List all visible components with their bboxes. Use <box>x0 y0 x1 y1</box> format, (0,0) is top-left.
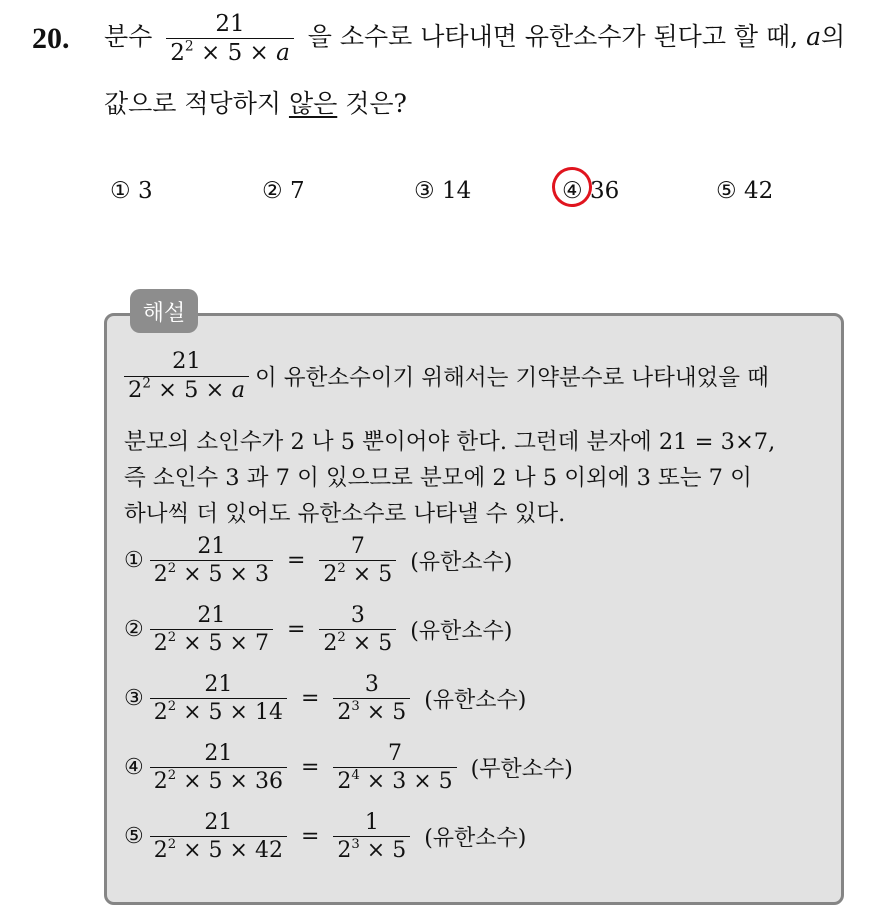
choice-value: 36 <box>589 178 620 204</box>
choice-marker: ② <box>262 178 283 204</box>
row-result: (유한소수) <box>424 826 527 852</box>
question-number: 20. <box>32 22 70 55</box>
question-fraction-numerator: 21 <box>215 11 245 37</box>
explanation-fraction-denominator: $2^2 \times 5 \times a$ <box>124 376 249 403</box>
row-left-fraction: $\frac{21}{2^2 \times 5 \times 3}$ <box>150 535 273 586</box>
choice-value: 42 <box>743 178 774 204</box>
explanation-fraction-numerator: 21 <box>172 348 201 374</box>
explanation-row-4 <box>124 742 573 793</box>
row-left-fraction: $\frac{21}{2^2 \times 5 \times 7}$ <box>150 604 273 655</box>
choice-3[interactable] <box>414 178 471 204</box>
explanation-row-1 <box>124 535 512 586</box>
explanation-tag: 해설 <box>130 289 198 333</box>
row-result: (유한소수) <box>424 688 527 714</box>
explanation-row-5 <box>124 811 526 862</box>
row-right-fraction: $\frac{3}{2^2 \times 5}$ <box>319 604 396 655</box>
question-line-1 <box>104 12 845 65</box>
row-right-fraction: $\frac{7}{2^2 \times 5}$ <box>319 535 396 586</box>
explanation-fraction <box>124 350 249 402</box>
equals-sign: = <box>286 617 306 643</box>
question-line-2 <box>104 84 407 120</box>
question-after-fraction: 을 소수로 나타내면 유한소수가 된다고 할 때, <box>307 22 799 52</box>
choice-marker: ④ <box>562 178 583 204</box>
row-marker: ② <box>124 617 144 643</box>
row-marker: ① <box>124 548 144 574</box>
equals-sign: = <box>300 755 320 781</box>
question-prefix: 분수 <box>104 22 153 52</box>
question-fraction-denominator: $2^2 \times 5 \times a$ <box>166 38 294 65</box>
row-left-fraction: $\frac{21}{2^2 \times 5 \times 36}$ <box>150 742 287 793</box>
question-line2-text: 값으로 적당하지 <box>104 89 289 118</box>
choice-marker: ① <box>110 178 131 204</box>
row-right-fraction: $\frac{7}{2^4 \times 3 \times 5}$ <box>333 742 456 793</box>
row-marker: ⑤ <box>124 824 144 850</box>
choice-marker: ⑤ <box>716 178 737 204</box>
equals-sign: = <box>300 686 320 712</box>
question-underlined-word: 않은 <box>288 89 338 118</box>
row-marker: ④ <box>124 755 144 781</box>
choice-value: 7 <box>289 178 305 204</box>
explanation-line-1 <box>124 350 769 402</box>
row-result: (유한소수) <box>410 550 513 576</box>
row-right-fraction: $\frac{3}{2^3 \times 5}$ <box>333 673 410 724</box>
row-result: (무한소수) <box>470 757 573 783</box>
explanation-line-4: 하나씩 더 있어도 유한소수로 나타낼 수 있다. <box>124 501 566 527</box>
choice-5[interactable] <box>716 178 773 204</box>
choice-value: 3 <box>137 178 153 204</box>
explanation-line-3: 즉 소인수 3 과 7 이 있으므로 분모에 2 나 5 이외에 3 또는 7 이 <box>124 465 752 491</box>
choice-2[interactable] <box>262 178 305 204</box>
choice-value: 14 <box>441 178 472 204</box>
explanation-text-1: 이 유한소수이기 위해서는 기약분수로 나타내었을 때 <box>254 365 769 392</box>
row-left-fraction: $\frac{21}{2^2 \times 5 \times 42}$ <box>150 811 287 862</box>
choice-marker: ③ <box>414 178 435 204</box>
explanation-row-3 <box>124 673 526 724</box>
question-fraction <box>166 12 294 65</box>
explanation-row-2 <box>124 604 512 655</box>
choice-1[interactable] <box>110 178 153 204</box>
row-result: (유한소수) <box>410 619 513 645</box>
equals-sign: = <box>300 824 320 850</box>
question-line2-end: 것은? <box>337 89 407 118</box>
row-marker: ③ <box>124 686 144 712</box>
row-left-fraction: $\frac{21}{2^2 \times 5 \times 14}$ <box>150 673 287 724</box>
row-right-fraction: $\frac{1}{2^3 \times 5}$ <box>333 811 410 862</box>
explanation-line-2: 분모의 소인수가 2 나 5 뿐이어야 한다. 그런데 분자에 21 = 3×7, <box>124 429 776 455</box>
equals-sign: = <box>286 548 306 574</box>
question-variable: a <box>806 22 821 52</box>
question-suffix: 의 <box>820 22 846 52</box>
